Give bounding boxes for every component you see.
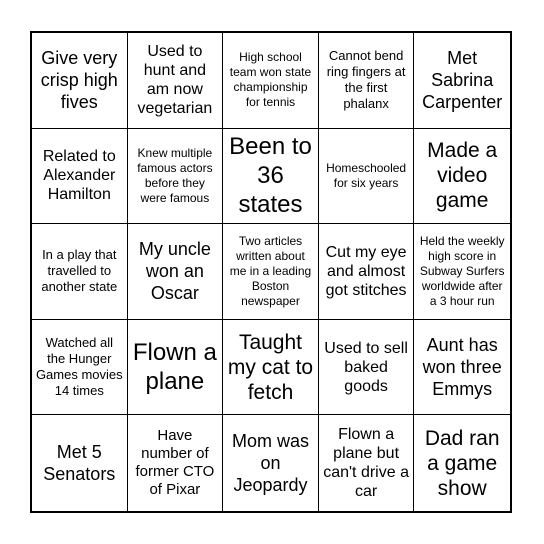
bingo-cell[interactable]	[32, 33, 128, 129]
cell-text: Homeschooled for six years	[326, 160, 407, 190]
cell-text: Taught my cat to fetch	[227, 330, 314, 404]
bingo-cell[interactable]	[32, 415, 128, 511]
cell-text: Mom was on Jeopardy	[231, 431, 309, 496]
cell-text: Cut my eye and almost got stitches	[325, 243, 407, 299]
bingo-cell[interactable]	[319, 320, 415, 416]
bingo-cell[interactable]	[128, 129, 224, 225]
cell-text: Met Sabrina Carpenter	[422, 48, 503, 113]
bingo-cell[interactable]	[414, 33, 510, 129]
bingo-cell[interactable]	[32, 224, 128, 320]
cell-text: Knew multiple famous actors before they were famous	[137, 145, 213, 205]
bingo-cell[interactable]	[128, 33, 224, 129]
cell-text: Watched all the Hunger Games movies 14 times	[35, 335, 123, 399]
cell-text: My uncle won an Oscar	[138, 239, 211, 304]
cell-text: Two articles written about me in a leading Boston newspaper	[229, 233, 312, 308]
bingo-cell[interactable]	[32, 129, 128, 225]
bingo-cell[interactable]	[414, 415, 510, 511]
bingo-cell[interactable]	[319, 129, 415, 225]
bingo-cell[interactable]	[128, 320, 224, 416]
bingo-cell[interactable]	[414, 320, 510, 416]
bingo-cell[interactable]	[128, 224, 224, 320]
bingo-cell[interactable]	[223, 320, 319, 416]
bingo-cell[interactable]	[223, 33, 319, 129]
cell-text: Flown a plane	[132, 339, 217, 396]
bingo-cell[interactable]	[223, 415, 319, 511]
cell-text: Used to hunt and am now vegetarian	[137, 43, 213, 118]
bingo-cell[interactable]	[319, 415, 415, 511]
bingo-cell[interactable]	[414, 224, 510, 320]
bingo-cell[interactable]	[414, 129, 510, 225]
cell-text: Cannot bend ring fingers at the first phalanx	[326, 48, 406, 112]
cell-text: Made a video game	[427, 139, 498, 213]
cell-text: Have number of former CTO of Pixar	[135, 427, 215, 499]
bingo-cell[interactable]	[319, 33, 415, 129]
cell-text: Met 5 Senators	[43, 442, 116, 485]
bingo-cell[interactable]	[32, 320, 128, 416]
cell-text: Give very crisp high fives	[40, 48, 118, 113]
cell-text: Flown a plane but can't drive a car	[323, 426, 409, 501]
cell-text: Been to 36 states	[229, 133, 312, 219]
bingo-cell[interactable]	[128, 415, 224, 511]
cell-text: Related to Alexander Hamilton	[42, 148, 116, 204]
cell-text: High school team won state championship for tennis	[229, 50, 312, 110]
cell-text: Held the weekly high score in Subway Surfers worldwide after a 3 hour run	[419, 233, 505, 308]
bingo-cell[interactable]	[223, 224, 319, 320]
cell-text: Dad ran a game show	[424, 426, 500, 500]
cell-text: Aunt has won three Emmys	[422, 335, 502, 400]
cell-text: In a play that travelled to another state	[41, 247, 118, 295]
bingo-cell[interactable]	[319, 224, 415, 320]
cell-text: Used to sell baked goods	[324, 339, 408, 395]
bingo-board	[30, 31, 512, 513]
bingo-cell[interactable]	[223, 129, 319, 225]
